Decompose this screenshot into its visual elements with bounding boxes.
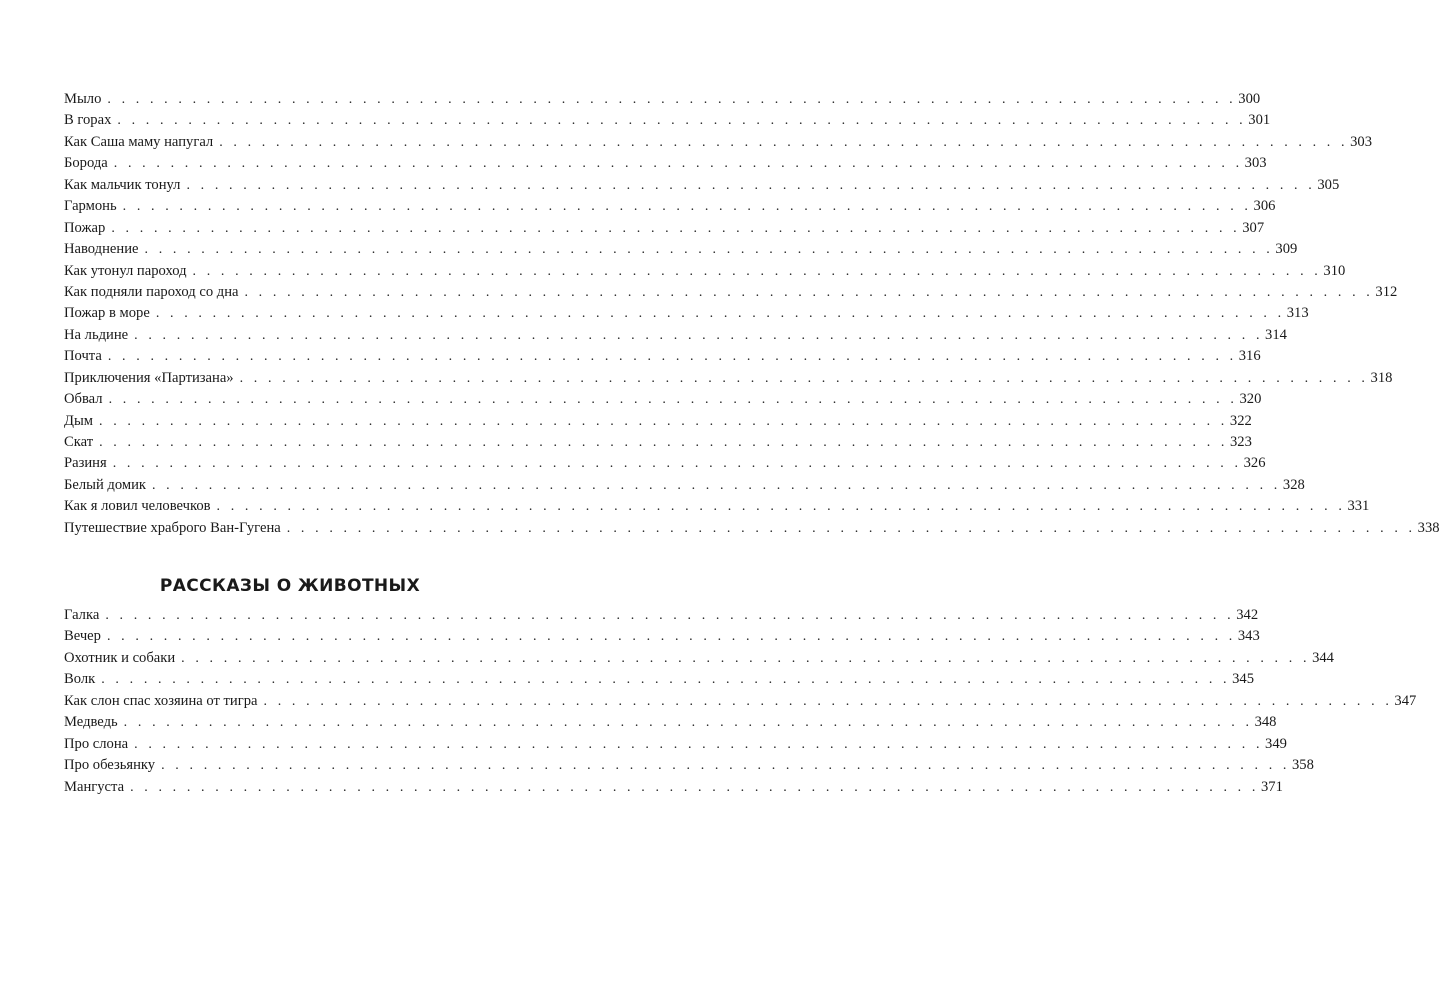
toc-entry — [64, 196, 1276, 217]
dot-leader: . . . . . . . . . . . . . . . . . . . . . . . . . . . . . . . . . . . . . . . . . . . . . . . . . . . . . . . . . . . . . . . . . . . . . . . . . . . . . . . . — [113, 156, 1243, 172]
toc-entry — [64, 518, 1440, 539]
toc-entry-title: Борода — [64, 155, 108, 172]
toc-entry-title: Путешествие храброго Ван-Гугена — [64, 519, 281, 536]
dot-leader: . . . . . . . . . . . . . . . . . . . . . . . . . . . . . . . . . . . . . . . . . . . . . . . . . . . . . . . . . . . . . . . . . . . . . . . . . . . . . . . . — [106, 629, 1236, 645]
toc-entry-page: 326 — [1243, 455, 1266, 472]
toc-entry-title: Наводнение — [64, 241, 139, 258]
toc-entry — [64, 261, 1346, 282]
toc-list — [64, 89, 1440, 539]
toc-entry — [64, 89, 1261, 110]
toc-entry — [64, 132, 1372, 153]
dot-leader: . . . . . . . . . . . . . . . . . . . . . . . . . . . . . . . . . . . . . . . . . . . . . . . . . . . . . . . . . . . . . . . . . . . . . . . . . . . . . . . . — [161, 758, 1290, 774]
toc-entry-page: 307 — [1242, 219, 1265, 236]
dot-leader: . . . . . . . . . . . . . . . . . . . . . . . . . . . . . . . . . . . . . . . . . . . . . . . . . . . . . . . . . . . . . . . . . . . . . . . . . . . . . . . . — [155, 306, 1285, 322]
toc-entry — [64, 777, 1283, 798]
toc-entry — [64, 218, 1265, 239]
toc-entry-page: 312 — [1375, 283, 1398, 300]
toc-entry-page: 345 — [1232, 671, 1255, 688]
toc-entry-page: 320 — [1239, 391, 1262, 408]
toc-entry-page: 314 — [1265, 326, 1287, 343]
toc-entry — [64, 239, 1298, 260]
toc-entry-page: 301 — [1248, 112, 1271, 129]
toc-entry-page: 347 — [1394, 692, 1417, 709]
toc-entry-title: Обвал — [64, 391, 103, 408]
toc-entry-title: Как я ловил человечков — [64, 498, 211, 515]
toc-entry-title: Волк — [64, 671, 96, 688]
dot-leader: . . . . . . . . . . . . . . . . . . . . . . . . . . . . . . . . . . . . . . . . . . . . . . . . . . . . . . . . . . . . . . . . . . . . . . . . . . . . . . . . — [263, 693, 1393, 709]
dot-leader: . . . . . . . . . . . . . . . . . . . . . . . . . . . . . . . . . . . . . . . . . . . . . . . . . . . . . . . . . . . . . . . . . . . . . . . . . . . . . . . . — [239, 370, 1369, 386]
toc-entry — [64, 432, 1252, 453]
dot-leader: . . . . . . . . . . . . . . . . . . . . . . . . . . . . . . . . . . . . . . . . . . . . . . . . . . . . . . . . . . . . . . . . . . . . . . . . . . . . . . . . — [130, 779, 1259, 795]
dot-leader: . . . . . . . . . . . . . . . . . . . . . . . . . . . . . . . . . . . . . . . . . . . . . . . . . . . . . . . . . . . . . . . . . . . . . . . . . . . . . . . . — [107, 349, 1237, 365]
toc-entry-title: Гармонь — [64, 198, 117, 215]
toc-entry-title: Почта — [64, 348, 102, 365]
toc-entry-title: Про обезьянку — [64, 757, 156, 774]
toc-entry — [64, 734, 1287, 755]
dot-leader: . . . . . . . . . . . . . . . . . . . . . . . . . . . . . . . . . . . . . . . . . . . . . . . . . . . . . . . . . . . . . . . . . . . . . . . . . . . . . . . . — [99, 413, 1228, 429]
toc-entry-title: Галка — [64, 607, 100, 623]
toc-entry-page: 300 — [1238, 91, 1261, 107]
toc-entry-title: Пожар — [64, 219, 106, 236]
dot-leader: . . . . . . . . . . . . . . . . . . . . . . . . . . . . . . . . . . . . . . . . . . . . . . . . . . . . . . . . . . . . . . . . . . . . . . . . . . . . . . . . — [134, 327, 1264, 343]
toc-entry-page: 342 — [1236, 607, 1259, 623]
dot-leader: . . . . . . . . . . . . . . . . . . . . . . . . . . . . . . . . . . . . . . . . . . . . . . . . . . . . . . . . . . . . . . . . . . . . . . . . . . . . . . . . — [192, 263, 1322, 279]
toc-entry-page: 328 — [1282, 476, 1305, 493]
toc-entry-page: 305 — [1317, 176, 1340, 193]
dot-leader: . . . . . . . . . . . . . . . . . . . . . . . . . . . . . . . . . . . . . . . . . . . . . . . . . . . . . . . . . . . . . . . . . . . . . . . . . . . . . . . . — [101, 672, 1231, 688]
dot-leader: . . . . . . . . . . . . . . . . . . . . . . . . . . . . . . . . . . . . . . . . . . . . . . . . . . . . . . . . . . . . . . . . . . . . . . . . . . . . . . . . — [151, 477, 1281, 493]
toc-entry-title: Скат — [64, 434, 94, 450]
toc-entry — [64, 175, 1340, 196]
toc-entry — [64, 303, 1309, 324]
toc-entry — [64, 411, 1252, 432]
toc-entry-page: 358 — [1292, 757, 1314, 774]
toc-entry-title: Как утонул пароход — [64, 262, 187, 279]
toc-entry — [64, 691, 1417, 712]
toc-entry-title: Про слона — [64, 735, 129, 752]
dot-leader: . . . . . . . . . . . . . . . . . . . . . . . . . . . . . . . . . . . . . . . . . . . . . . . . . . . . . . . . . . . . . . . . . . . . . . . . . . . . . . . . — [186, 177, 1316, 193]
dot-leader: . . . . . . . . . . . . . . . . . . . . . . . . . . . . . . . . . . . . . . . . . . . . . . . . . . . . . . . . . . . . . . . . . . . . . . . . . . . . . . . . — [181, 650, 1311, 666]
toc-entry-page: 343 — [1237, 628, 1260, 645]
dot-leader: . . . . . . . . . . . . . . . . . . . . . . . . . . . . . . . . . . . . . . . . . . . . . . . . . . . . . . . . . . . . . . . . . . . . . . . . . . . . . . . . — [108, 392, 1238, 408]
toc-entry-title: Как Саша маму напугал — [64, 133, 214, 150]
dot-leader: . . . . . . . . . . . . . . . . . . . . . . . . . . . . . . . . . . . . . . . . . . . . . . . . . . . . . . . . . . . . . . . . . . . . . . . . . . . . . . . . — [134, 736, 1264, 752]
dot-leader: . . . . . . . . . . . . . . . . . . . . . . . . . . . . . . . . . . . . . . . . . . . . . . . . . . . . . . . . . . . . . . . . . . . . . . . . . . . . . . . . — [107, 92, 1237, 107]
toc-entry-title: Вечер — [64, 628, 101, 645]
dot-leader: . . . . . . . . . . . . . . . . . . . . . . . . . . . . . . . . . . . . . . . . . . . . . . . . . . . . . . . . . . . . . . . . . . . . . . . . . . . . . . . . — [219, 134, 1349, 150]
toc-entry — [64, 755, 1314, 776]
toc-entry-page: 313 — [1286, 305, 1309, 322]
toc-entry — [64, 346, 1261, 367]
toc-entry-title: Мыло — [64, 91, 102, 107]
toc-entry-title: Белый домик — [64, 476, 146, 493]
toc-entry-page: 348 — [1254, 714, 1277, 731]
toc-entry — [64, 368, 1393, 389]
toc-entry — [64, 712, 1277, 733]
toc-entry-page: 349 — [1265, 735, 1287, 752]
toc-entry — [64, 110, 1271, 131]
toc-entry-page: 309 — [1275, 241, 1298, 258]
toc-entry-title: Разиня — [64, 455, 107, 472]
toc-entry-title: Как подняли пароход со дна — [64, 283, 239, 300]
toc-entry — [64, 325, 1287, 346]
dot-leader: . . . . . . . . . . . . . . . . . . . . . . . . . . . . . . . . . . . . . . . . . . . . . . . . . . . . . . . . . . . . . . . . . . . . . . . . . . . . . . . . — [99, 435, 1228, 450]
toc-entry — [64, 453, 1266, 474]
toc-entry — [64, 282, 1398, 303]
toc-entry-page: 303 — [1350, 133, 1372, 150]
toc-entry-page: 344 — [1312, 649, 1334, 666]
toc-entry-title: Как мальчик тонул — [64, 176, 181, 193]
toc-entry-page: 323 — [1230, 434, 1252, 450]
toc-entry-title: Охотник и собаки — [64, 649, 176, 666]
toc-entry — [64, 669, 1255, 690]
toc-entry-page: 318 — [1370, 369, 1393, 386]
toc-entry — [64, 389, 1262, 410]
toc-entry-page: 331 — [1347, 498, 1370, 515]
toc-entry-page: 338 — [1417, 519, 1440, 536]
toc-entry — [64, 648, 1334, 669]
animals-toc-list — [64, 605, 1417, 798]
section-heading: РАССКАЗЫ О ЖИВОТНЫХ — [159, 576, 421, 596]
toc-entry-title: Пожар в море — [64, 305, 150, 322]
toc-entry-title: Медведь — [64, 714, 118, 731]
toc-entry-page: 322 — [1229, 412, 1252, 429]
toc-entry-title: Как слон спас хозяина от тигра — [64, 692, 258, 709]
dot-leader: . . . . . . . . . . . . . . . . . . . . . . . . . . . . . . . . . . . . . . . . . . . . . . . . . . . . . . . . . . . . . . . . . . . . . . . . . . . . . . . . — [122, 199, 1252, 215]
toc-entry — [64, 626, 1260, 647]
dot-leader: . . . . . . . . . . . . . . . . . . . . . . . . . . . . . . . . . . . . . . . . . . . . . . . . . . . . . . . . . . . . . . . . . . . . . . . . . . . . . . . . — [112, 456, 1242, 472]
toc-entry-title: Дым — [64, 412, 93, 429]
dot-leader: . . . . . . . . . . . . . . . . . . . . . . . . . . . . . . . . . . . . . . . . . . . . . . . . . . . . . . . . . . . . . . . . . . . . . . . . . . . . . . . . — [286, 520, 1416, 536]
dot-leader: . . . . . . . . . . . . . . . . . . . . . . . . . . . . . . . . . . . . . . . . . . . . . . . . . . . . . . . . . . . . . . . . . . . . . . . . . . . . . . . . — [111, 220, 1241, 236]
toc-entry-title: В горах — [64, 112, 112, 129]
dot-leader: . . . . . . . . . . . . . . . . . . . . . . . . . . . . . . . . . . . . . . . . . . . . . . . . . . . . . . . . . . . . . . . . . . . . . . . . . . . . . . . . — [244, 284, 1374, 300]
toc-entry — [64, 475, 1305, 496]
dot-leader: . . . . . . . . . . . . . . . . . . . . . . . . . . . . . . . . . . . . . . . . . . . . . . . . . . . . . . . . . . . . . . . . . . . . . . . . . . . . . . . . — [216, 499, 1346, 515]
dot-leader: . . . . . . . . . . . . . . . . . . . . . . . . . . . . . . . . . . . . . . . . . . . . . . . . . . . . . . . . . . . . . . . . . . . . . . . . . . . . . . . . — [105, 608, 1235, 623]
toc-entry-title: Приключения «Партизана» — [64, 369, 234, 386]
toc-entry — [64, 605, 1259, 626]
toc-entry-page: 316 — [1238, 348, 1261, 365]
toc-entry — [64, 153, 1267, 174]
toc-entry-page: 303 — [1244, 155, 1267, 172]
toc-entry-title: На льдине — [64, 326, 129, 343]
toc-entry-page: 310 — [1323, 262, 1346, 279]
toc-entry — [64, 496, 1370, 517]
dot-leader: . . . . . . . . . . . . . . . . . . . . . . . . . . . . . . . . . . . . . . . . . . . . . . . . . . . . . . . . . . . . . . . . . . . . . . . . . . . . . . . . — [123, 715, 1253, 731]
dot-leader: . . . . . . . . . . . . . . . . . . . . . . . . . . . . . . . . . . . . . . . . . . . . . . . . . . . . . . . . . . . . . . . . . . . . . . . . . . . . . . . . — [117, 113, 1247, 129]
toc-entry-page: 306 — [1253, 198, 1276, 215]
toc-entry-page: 371 — [1260, 778, 1283, 795]
dot-leader: . . . . . . . . . . . . . . . . . . . . . . . . . . . . . . . . . . . . . . . . . . . . . . . . . . . . . . . . . . . . . . . . . . . . . . . . . . . . . . . . — [144, 242, 1274, 258]
toc-entry-title: Мангуста — [64, 778, 125, 795]
